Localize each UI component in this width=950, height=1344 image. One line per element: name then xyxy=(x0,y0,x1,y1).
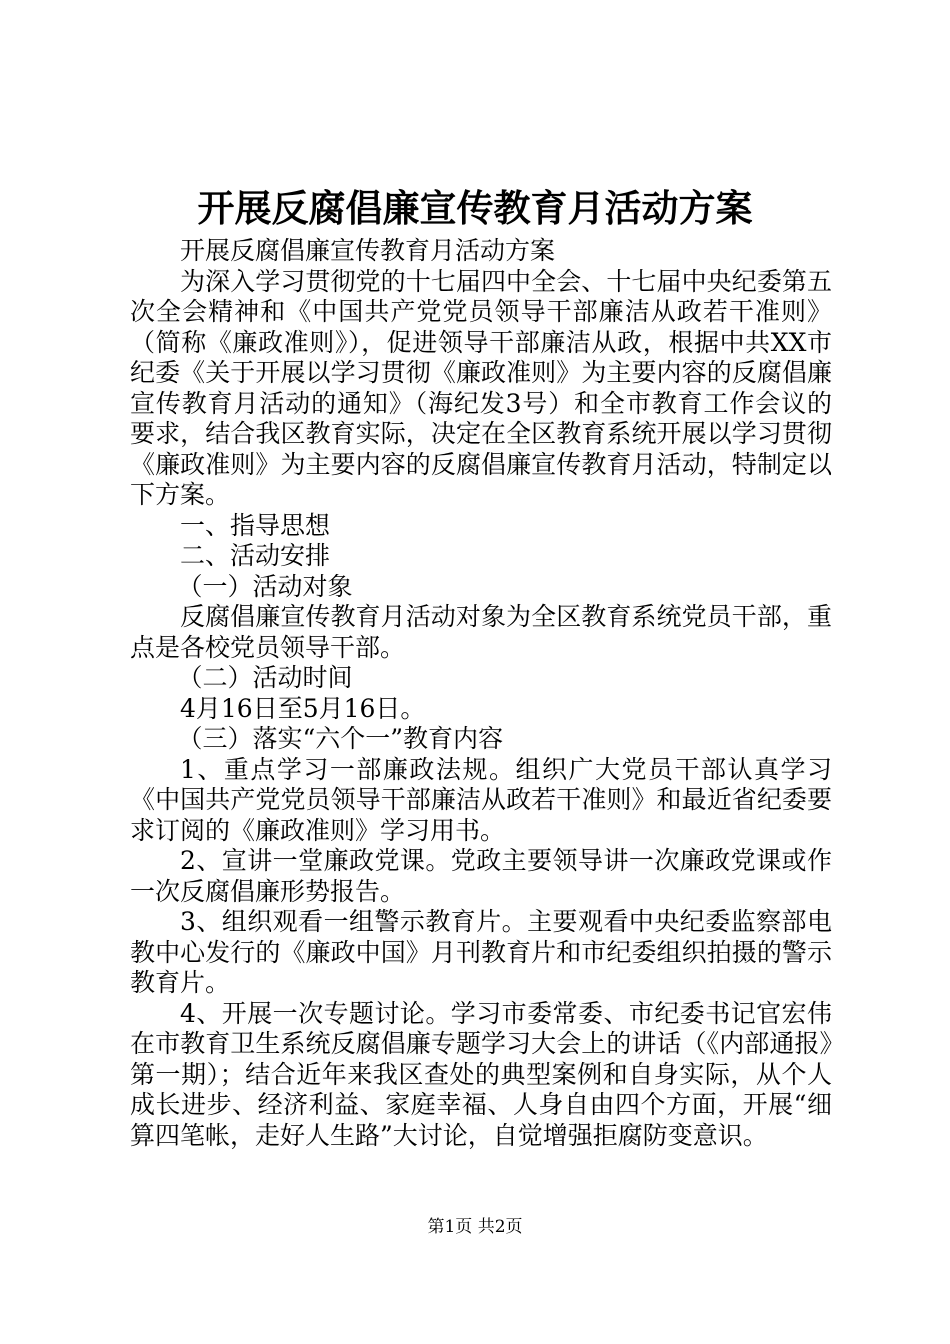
subheading-six-ones: （三）落实“六个一”教育内容 xyxy=(177,724,504,753)
list-item-discussion: 4、开展一次专题讨论。学习市委常委、市纪委书记官宏伟在市教育卫生系统反腐倡廉专题学习大会上的讲话（《内部通报》第一期）；结合近年来我区查处的典型案例和自身实际，从个人成长进步、经济利益、家庭幸福、人身自由四个方面，开展“细算四笔帐，走好人生路”大讨论，自觉增强拒腐防变意识。 xyxy=(130,998,832,1150)
paragraph-activity-time: 4月16日至5月16日。 xyxy=(180,693,426,723)
page-footer: 第1页 共2页 xyxy=(427,1217,523,1237)
paragraph-activity-target: 反腐倡廉宣传教育月活动对象为全区教育系统党员干部，重点是各校党员领导干部。 xyxy=(130,602,832,662)
paragraph-intro: 为深入学习贯彻党的十七届四中全会、十七届中央纪委第五次全会精神和《中国共产党党员领导干部廉洁从政若干准则》（简称《廉政准则》），促进领导干部廉洁从政，根据中共XX市纪委《关于开展以学习贯彻《廉政准则》为主要内容的反腐倡廉宣传教育月活动的通知》（海纪发3号）和全市教育工作会议的要求，结合我区教育实际，决定在全区教育系统开展以学习贯彻《廉政准则》为主要内容的反腐倡廉宣传教育月活动，特制定以下方案。 xyxy=(130,266,832,509)
subheading-activity-time: （二）活动时间 xyxy=(177,663,353,692)
list-item-party-lecture: 2、宣讲一堂廉政党课。党政主要领导讲一次廉政党课或作一次反腐倡廉形势报告。 xyxy=(130,846,832,906)
subheading-activity-target: （一）活动对象 xyxy=(177,571,353,601)
list-item-study-regulation: 1、重点学习一部廉政法规。组织广大党员干部认真学习《中国共产党党员领导干部廉洁从政若干准则》和最近省纪委要求订阅的《廉政准则》学习用书。 xyxy=(130,754,832,845)
document-body xyxy=(130,236,832,1151)
heading-activity-arrangement: 二、活动安排 xyxy=(180,541,331,570)
list-item-warning-film: 3、组织观看一组警示教育片。主要观看中央纪委监察部电教中心发行的《廉政中国》月刊教育片和市纪委组织拍摄的警示教育片。 xyxy=(130,907,832,997)
heading-guiding-thought: 一、指导思想 xyxy=(180,510,331,540)
document-title: 开展反腐倡廉宣传教育月活动方案 xyxy=(197,186,753,230)
paragraph-subtitle: 开展反腐倡廉宣传教育月活动方案 xyxy=(180,236,556,265)
